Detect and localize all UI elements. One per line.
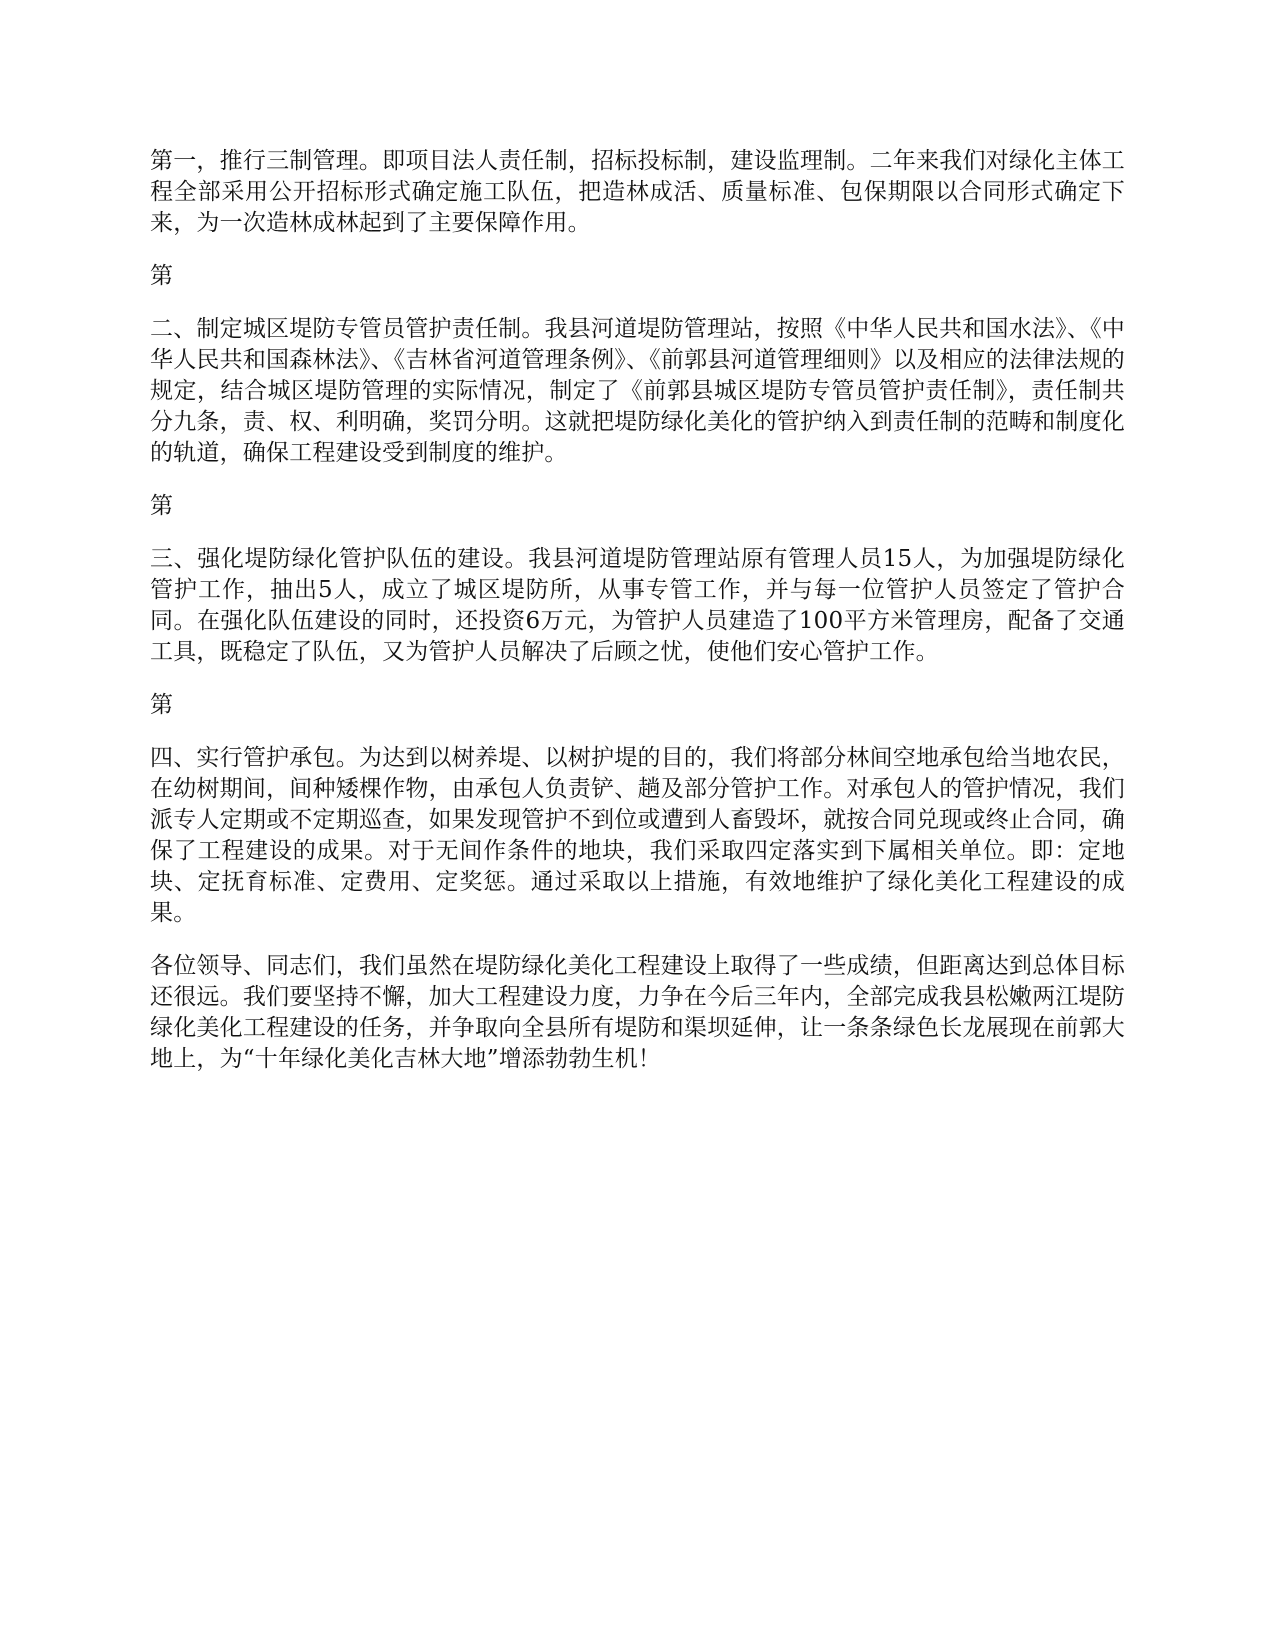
document-body <box>150 146 1125 1097</box>
paragraph-fourth-measure: 四、实行管护承包。为达到以树养堤、以树护堤的目的，我们将部分林间空地承包给当地农民，在幼树期间，间种矮棵作物，由承包人负责铲、趟及部分管护工作。对承包人的管护情况，我们派专人定期或不定期巡查，如果发现管护不到位或遭到人畜毁坏，就按合同兑现或终止合同，确保了工程建设的成果。对于无间作条件的地块，我们采取四定落实到下属相关单位。即：定地块、定抚育标准、定费用、定奖惩。通过采取以上措施，有效地维护了绿化美化工程建设的成果。 <box>150 745 1125 926</box>
paragraph-third-measure: 三、强化堤防绿化管护队伍的建设。我县河道堤防管理站原有管理人员15人，为加强堤防绿化管护工作，抽出5人，成立了城区堤防所，从事专管工作，并与每一位管护人员签定了管护合同。在强化队伍建设的同时，还投资6万元，为管护人员建造了100平方米管理房，配备了交通工具，既稳定了队伍，又为管护人员解决了后顾之忧，使他们安心管护工作。 <box>150 546 1125 665</box>
paragraph-closing: 各位领导、同志们，我们虽然在堤防绿化美化工程建设上取得了一些成绩，但距离达到总体目标还很远。我们要坚持不懈，加大工程建设力度，力争在今后三年内，全部完成我县松嫩两江堤防绿化美化工程建设的任务，并争取向全县所有堤防和渠坝延伸，让一条条绿色长龙展现在前郭大地上，为“十年绿化美化吉林大地”增添勃勃生机！ <box>150 953 1125 1072</box>
paragraph-first-measure: 第一，推行三制管理。即项目法人责任制，招标投标制，建设监理制。二年来我们对绿化主体工程全部采用公开招标形式确定施工队伍，把造林成活、质量标准、包保期限以合同形式确定下来，为一次造林成林起到了主要保障作用。 <box>150 148 1125 236</box>
section-marker: 第 <box>150 692 174 718</box>
section-marker: 第 <box>150 493 174 519</box>
paragraph-second-measure: 二、制定城区堤防专管员管护责任制。我县河道堤防管理站，按照《中华人民共和国水法》、《中华人民共和国森林法》、《吉林省河道管理条例》、《前郭县河道管理细则》以及相应的法律法规的规定，结合城区堤防管理的实际情况，制定了《前郭县城区堤防专管员管护责任制》，责任制共分九条，责、权、利明确，奖罚分明。这就把堤防绿化美化的管护纳入到责任制的范畴和制度化的轨道，确保工程建设受到制度的维护。 <box>150 316 1125 466</box>
section-marker: 第 <box>150 263 174 289</box>
